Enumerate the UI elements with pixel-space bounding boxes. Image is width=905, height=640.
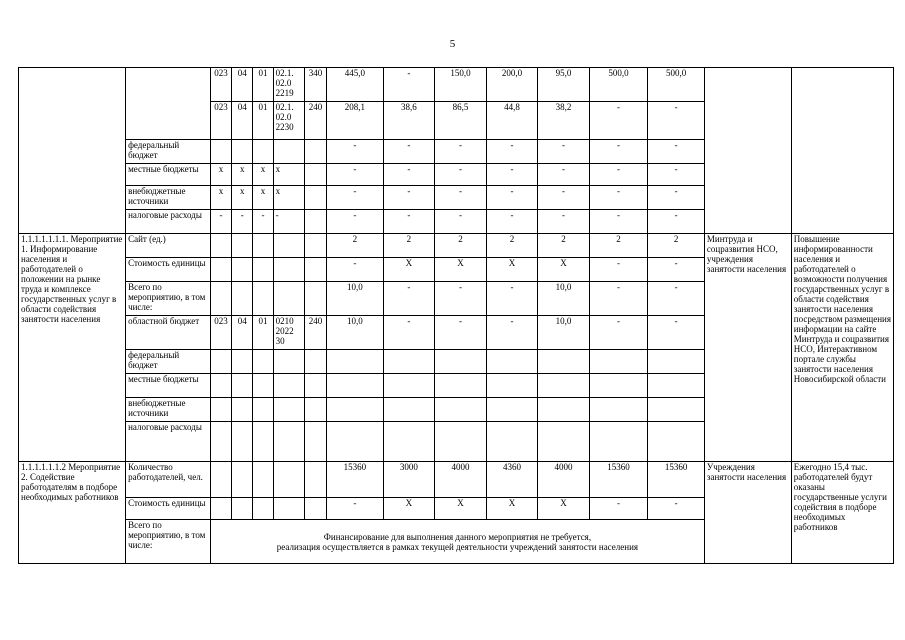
code-cell (253, 350, 273, 374)
value-cell (486, 350, 538, 374)
value-cell: 10,0 (327, 282, 384, 316)
value-cell (589, 422, 648, 462)
value-cell (589, 350, 648, 374)
value-cell: - (589, 140, 648, 164)
value-cell: - (538, 210, 590, 234)
value-cell: 86,5 (435, 102, 487, 140)
code-cell (304, 258, 326, 282)
value-cell: - (648, 210, 705, 234)
value-cell: 15360 (648, 462, 705, 498)
value-cell: - (435, 316, 487, 350)
label-cell: Количество работодателей, чел. (126, 462, 211, 498)
code-cell (253, 282, 273, 316)
code-cell (273, 282, 304, 316)
code-cell: x (273, 164, 304, 186)
code-cell (304, 210, 326, 234)
value-cell: 44,8 (486, 102, 538, 140)
value-cell: 445,0 (327, 68, 384, 102)
code-cell: - (253, 210, 273, 234)
code-cell: 02.1. 02.0 2230 (273, 102, 304, 140)
value-cell: 208,1 (327, 102, 384, 140)
financing-note-line: Финансирование для выполнения данного мероприятия не требуется, (323, 531, 592, 542)
code-cell: - (210, 210, 231, 234)
page-number: 5 (449, 38, 456, 50)
value-cell (327, 374, 384, 398)
code-cell: 01 (253, 68, 273, 102)
label-cell: областной бюджет (126, 316, 211, 350)
code-cell (253, 374, 273, 398)
financing-note (210, 520, 704, 564)
value-cell: - (589, 102, 648, 140)
code-cell (304, 186, 326, 210)
value-cell: - (327, 164, 384, 186)
value-cell: - (327, 210, 384, 234)
code-cell (210, 498, 231, 520)
code-cell: 023 (210, 102, 231, 140)
label-cell: Стоимость единицы (126, 498, 211, 520)
value-cell (648, 350, 705, 374)
value-cell (435, 398, 487, 422)
value-cell: - (648, 186, 705, 210)
value-cell (383, 350, 435, 374)
value-cell: 3000 (383, 462, 435, 498)
value-cell: 500,0 (648, 68, 705, 102)
value-cell: - (589, 282, 648, 316)
value-cell: - (486, 140, 538, 164)
executor-cell (704, 68, 791, 234)
value-cell: 38,6 (383, 102, 435, 140)
label-cell: Сайт (ед.) (126, 234, 211, 258)
value-cell: - (589, 316, 648, 350)
table-row (19, 234, 894, 258)
value-cell: 2 (435, 234, 487, 258)
code-cell: - (232, 210, 253, 234)
label-cell: внебюджетные источники (126, 398, 211, 422)
measure-title: 1.1.1.1.1.1.1. Мероприятие 1. Информирование населения и работодателей о положении на рынке труда и комплексе государственных услуг в области содействия занятости населения (19, 234, 126, 462)
code-cell: 04 (232, 316, 253, 350)
code-cell: 01 (253, 316, 273, 350)
value-cell (538, 350, 590, 374)
value-cell: - (383, 316, 435, 350)
value-cell (589, 398, 648, 422)
financing-note-line: реализация осуществляется в рамках текущей деятельности учреждений занятости населения (276, 541, 639, 552)
table-row (19, 462, 894, 498)
value-cell (383, 398, 435, 422)
code-cell: x (232, 186, 253, 210)
code-cell: 01 (253, 102, 273, 140)
value-cell: 15360 (589, 462, 648, 498)
code-cell (304, 234, 326, 258)
result-cell (791, 68, 893, 234)
value-cell: - (383, 186, 435, 210)
value-cell (589, 374, 648, 398)
result-cell: Повышение информированности населения и работодателей о возможности получения государственных услуг в области содействия занятости населения посредством размещения информации на сайте Минтруда и соцразвития НСО, Интерактивном портале службы занятости населения Новосибирской области (791, 234, 893, 462)
code-cell (232, 258, 253, 282)
value-cell: X (538, 498, 590, 520)
code-cell (232, 282, 253, 316)
value-cell: - (589, 186, 648, 210)
result-cell: Ежегодно 15,4 тыс. работодателей будут оказаны государственные услуги содействия в подборе необходимых работников (791, 462, 893, 564)
value-cell: 4000 (435, 462, 487, 498)
code-cell (304, 140, 326, 164)
value-cell: - (327, 498, 384, 520)
value-cell: 2 (589, 234, 648, 258)
value-cell: - (648, 140, 705, 164)
value-cell: - (383, 282, 435, 316)
value-cell: - (538, 164, 590, 186)
value-cell: 10,0 (538, 282, 590, 316)
value-cell: - (589, 164, 648, 186)
code-cell (210, 398, 231, 422)
value-cell: X (435, 258, 487, 282)
code-cell: 04 (232, 68, 253, 102)
label-cell: Всего по мероприятию, в том числе: (126, 520, 211, 564)
value-cell: 4360 (486, 462, 538, 498)
value-cell (648, 422, 705, 462)
value-cell: - (486, 186, 538, 210)
value-cell: 10,0 (327, 316, 384, 350)
code-cell (304, 350, 326, 374)
value-cell: - (435, 140, 487, 164)
value-cell: - (435, 210, 487, 234)
code-cell (304, 398, 326, 422)
code-cell: x (253, 186, 273, 210)
value-cell (648, 398, 705, 422)
code-cell (232, 398, 253, 422)
code-cell (232, 422, 253, 462)
value-cell: - (589, 498, 648, 520)
code-cell: 023 (210, 316, 231, 350)
code-cell (210, 140, 231, 164)
code-cell (273, 398, 304, 422)
value-cell: - (383, 164, 435, 186)
label-cell: местные бюджеты (126, 164, 211, 186)
code-cell: 0210 2022 30 (273, 316, 304, 350)
value-cell: - (589, 258, 648, 282)
value-cell (383, 422, 435, 462)
code-cell (273, 234, 304, 258)
code-cell: 240 (304, 316, 326, 350)
executor-cell: Минтруда и соцразвития НСО, учреждения занятости населения (704, 234, 791, 462)
value-cell: - (327, 258, 384, 282)
value-cell (486, 374, 538, 398)
code-cell (273, 422, 304, 462)
value-cell: - (435, 164, 487, 186)
value-cell: 4000 (538, 462, 590, 498)
table-body (19, 68, 894, 564)
value-cell: X (486, 498, 538, 520)
value-cell: - (435, 186, 487, 210)
code-cell (253, 462, 273, 498)
label-cell: федеральный бюджет (126, 140, 211, 164)
value-cell: 15360 (327, 462, 384, 498)
value-cell: - (648, 102, 705, 140)
value-cell (383, 374, 435, 398)
code-cell: x (273, 186, 304, 210)
value-cell (648, 374, 705, 398)
value-cell (538, 398, 590, 422)
value-cell (327, 398, 384, 422)
value-cell: 2 (486, 234, 538, 258)
code-cell (304, 374, 326, 398)
value-cell: - (383, 68, 435, 102)
code-cell (273, 258, 304, 282)
code-cell: 02.1. 02.0 2219 (273, 68, 304, 102)
value-cell: - (648, 282, 705, 316)
code-cell (273, 350, 304, 374)
value-cell: - (648, 164, 705, 186)
executor-cell: Учреждения занятости населения (704, 462, 791, 564)
code-cell (232, 350, 253, 374)
value-cell (486, 422, 538, 462)
value-cell: X (435, 498, 487, 520)
label-cell: налоговые расходы (126, 210, 211, 234)
code-cell (253, 140, 273, 164)
value-cell (435, 422, 487, 462)
code-cell (253, 498, 273, 520)
table-row (19, 68, 894, 102)
value-cell (327, 350, 384, 374)
code-cell (210, 462, 231, 498)
code-cell (304, 422, 326, 462)
value-cell: 2 (327, 234, 384, 258)
code-cell: 04 (232, 102, 253, 140)
code-cell (210, 282, 231, 316)
code-cell (232, 234, 253, 258)
value-cell: - (327, 140, 384, 164)
value-cell (538, 374, 590, 398)
label-cell: местные бюджеты (126, 374, 211, 398)
value-cell: 200,0 (486, 68, 538, 102)
value-cell: 2 (383, 234, 435, 258)
label-cell: Стоимость единицы (126, 258, 211, 282)
value-cell: - (486, 210, 538, 234)
value-cell: - (383, 210, 435, 234)
label-cell: федеральный бюджет (126, 350, 211, 374)
value-cell: - (648, 258, 705, 282)
measure-title: 1.1.1.1.1.1.2 Мероприятие 2. Содействие работодателям в подборе необходимых работников (19, 462, 126, 564)
code-cell (253, 398, 273, 422)
code-cell (210, 350, 231, 374)
code-cell (253, 258, 273, 282)
value-cell (486, 398, 538, 422)
code-cell: x (210, 186, 231, 210)
code-cell (304, 462, 326, 498)
value-cell (435, 374, 487, 398)
code-cell: - (273, 210, 304, 234)
code-cell (304, 164, 326, 186)
value-cell: X (383, 498, 435, 520)
label-cell (126, 68, 211, 140)
code-cell (253, 422, 273, 462)
value-cell: - (589, 210, 648, 234)
value-cell: 2 (648, 234, 705, 258)
value-cell: X (383, 258, 435, 282)
code-cell (273, 498, 304, 520)
value-cell (435, 350, 487, 374)
code-cell: 240 (304, 102, 326, 140)
value-cell: 10,0 (538, 316, 590, 350)
value-cell: - (486, 282, 538, 316)
code-cell (210, 422, 231, 462)
code-cell: 340 (304, 68, 326, 102)
code-cell (232, 140, 253, 164)
value-cell: X (538, 258, 590, 282)
value-cell: 150,0 (435, 68, 487, 102)
value-cell: 2 (538, 234, 590, 258)
value-cell: - (435, 282, 487, 316)
program-table (18, 67, 894, 564)
label-cell: налоговые расходы (126, 422, 211, 462)
value-cell (327, 422, 384, 462)
code-cell: x (253, 164, 273, 186)
value-cell: 500,0 (589, 68, 648, 102)
value-cell: - (538, 140, 590, 164)
code-cell (253, 234, 273, 258)
code-cell: x (232, 164, 253, 186)
code-cell (210, 258, 231, 282)
title-cell (19, 68, 126, 234)
code-cell (273, 374, 304, 398)
code-cell (304, 282, 326, 316)
value-cell: - (538, 186, 590, 210)
code-cell: x (210, 164, 231, 186)
value-cell: - (327, 186, 384, 210)
label-cell: Всего по мероприятию, в том числе: (126, 282, 211, 316)
label-cell: внебюджетные источники (126, 186, 211, 210)
code-cell (210, 234, 231, 258)
code-cell (304, 498, 326, 520)
value-cell (538, 422, 590, 462)
value-cell: 95,0 (538, 68, 590, 102)
value-cell: X (486, 258, 538, 282)
code-cell (210, 374, 231, 398)
code-cell (232, 498, 253, 520)
code-cell (273, 140, 304, 164)
value-cell: - (648, 498, 705, 520)
code-cell (232, 462, 253, 498)
code-cell: 023 (210, 68, 231, 102)
code-cell (232, 374, 253, 398)
value-cell: - (383, 140, 435, 164)
value-cell: - (486, 316, 538, 350)
value-cell: - (648, 316, 705, 350)
code-cell (273, 462, 304, 498)
value-cell: - (486, 164, 538, 186)
value-cell: 38,2 (538, 102, 590, 140)
